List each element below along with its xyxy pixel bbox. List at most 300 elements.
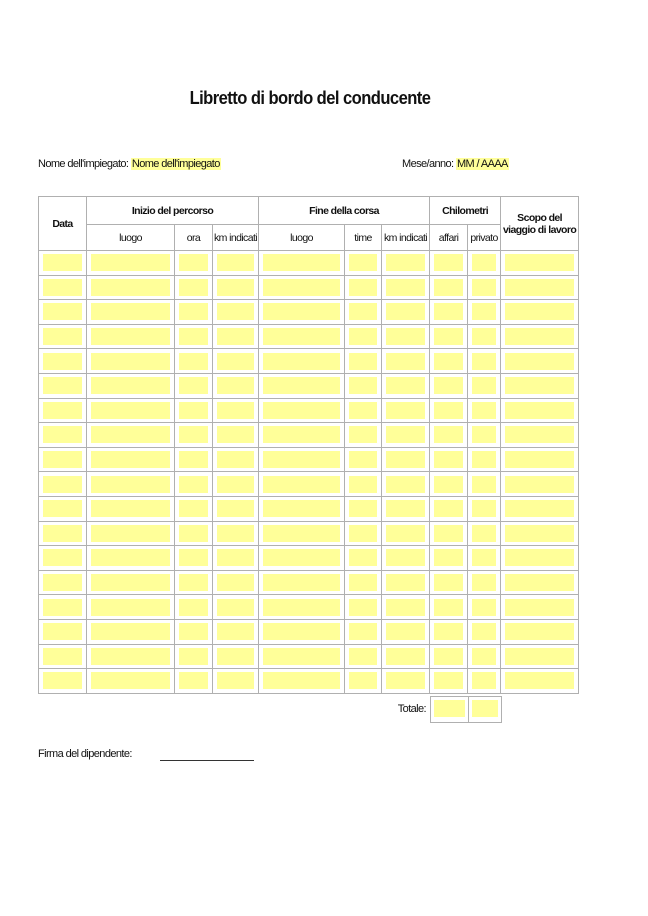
- km-private-field[interactable]: [472, 599, 496, 616]
- km-business-field[interactable]: [434, 648, 463, 665]
- cell-start-place: [87, 644, 175, 669]
- cell-end-place: [259, 570, 345, 595]
- cell-end-km: [382, 496, 430, 521]
- end-time-field[interactable]: [349, 599, 377, 616]
- purpose-field[interactable]: [505, 426, 574, 443]
- cell-start-time: [175, 398, 213, 423]
- cell-start-place: [87, 619, 175, 644]
- km-private-field[interactable]: [472, 254, 496, 271]
- start-km-field[interactable]: [217, 672, 254, 689]
- purpose-field[interactable]: [505, 599, 574, 616]
- end-place-field[interactable]: [263, 402, 340, 419]
- km-business-field[interactable]: [434, 328, 463, 345]
- cell-end-time: [345, 373, 382, 398]
- start-time-field[interactable]: [179, 672, 208, 689]
- start-time-field[interactable]: [179, 254, 208, 271]
- km-private-field[interactable]: [472, 525, 496, 542]
- cell-end-time: [345, 349, 382, 374]
- cell-start-km: [213, 644, 259, 669]
- end-time-field[interactable]: [349, 623, 377, 640]
- table-row: [39, 423, 579, 448]
- cell-purpose: [501, 300, 579, 325]
- end-km-field[interactable]: [386, 451, 425, 468]
- start-place-field[interactable]: [91, 402, 170, 419]
- signature-line[interactable]: [160, 760, 254, 761]
- cell-end-km: [382, 619, 430, 644]
- cell-end-km: [382, 423, 430, 448]
- km-business-field[interactable]: [434, 377, 463, 394]
- km-private-field[interactable]: [472, 574, 496, 591]
- cell-start-place: [87, 669, 175, 694]
- end-time-field[interactable]: [349, 426, 377, 443]
- start-km-field[interactable]: [217, 451, 254, 468]
- end-km-field[interactable]: [386, 303, 425, 320]
- cell-end-time: [345, 300, 382, 325]
- end-km-field[interactable]: [386, 426, 425, 443]
- date-field[interactable]: [43, 426, 82, 443]
- end-place-field[interactable]: [263, 377, 340, 394]
- employee-label: Nome dell'impiegato:: [38, 158, 129, 170]
- start-time-field[interactable]: [179, 451, 208, 468]
- end-km-field[interactable]: [386, 623, 425, 640]
- date-field[interactable]: [43, 328, 82, 345]
- purpose-field[interactable]: [505, 451, 574, 468]
- cell-start-place: [87, 349, 175, 374]
- cell-purpose: [501, 521, 579, 546]
- end-place-field[interactable]: [263, 574, 340, 591]
- purpose-field[interactable]: [505, 254, 574, 271]
- km-business-field[interactable]: [434, 549, 463, 566]
- date-field[interactable]: [43, 525, 82, 542]
- purpose-field[interactable]: [505, 500, 574, 517]
- end-km-field[interactable]: [386, 476, 425, 493]
- end-km-field[interactable]: [386, 574, 425, 591]
- km-private-field[interactable]: [472, 353, 496, 370]
- cell-start-km: [213, 349, 259, 374]
- start-km-field[interactable]: [217, 599, 254, 616]
- start-place-field[interactable]: [91, 328, 170, 345]
- end-time-field[interactable]: [349, 328, 377, 345]
- cell-start-place: [87, 251, 175, 276]
- start-time-field[interactable]: [179, 328, 208, 345]
- date-field[interactable]: [43, 254, 82, 271]
- start-place-field[interactable]: [91, 451, 170, 468]
- start-place-field[interactable]: [91, 377, 170, 394]
- start-place-field[interactable]: [91, 599, 170, 616]
- end-time-field[interactable]: [349, 476, 377, 493]
- table-row: [39, 496, 579, 521]
- end-time-field[interactable]: [349, 353, 377, 370]
- km-business-field[interactable]: [434, 402, 463, 419]
- cell-purpose: [501, 570, 579, 595]
- total-private-cell: [468, 696, 502, 723]
- start-place-field[interactable]: [91, 476, 170, 493]
- cell-start-km: [213, 275, 259, 300]
- period-field[interactable]: MM / AAAA: [456, 158, 508, 170]
- end-place-field[interactable]: [263, 353, 340, 370]
- cell-purpose: [501, 423, 579, 448]
- start-time-field[interactable]: [179, 353, 208, 370]
- start-km-field[interactable]: [217, 623, 254, 640]
- purpose-field[interactable]: [505, 476, 574, 493]
- header-end-group: Fine della corsa: [259, 197, 430, 225]
- cell-end-km: [382, 300, 430, 325]
- start-km-field[interactable]: [217, 402, 254, 419]
- cell-date: [39, 300, 87, 325]
- end-time-field[interactable]: [349, 525, 377, 542]
- table-row: [39, 398, 579, 423]
- end-time-field[interactable]: [349, 500, 377, 517]
- start-place-field[interactable]: [91, 549, 170, 566]
- date-field[interactable]: [43, 377, 82, 394]
- cell-km-business: [430, 373, 468, 398]
- km-private-field[interactable]: [472, 426, 496, 443]
- cell-start-km: [213, 669, 259, 694]
- start-time-field[interactable]: [179, 426, 208, 443]
- start-place-field[interactable]: [91, 254, 170, 271]
- cell-end-time: [345, 251, 382, 276]
- cell-start-time: [175, 472, 213, 497]
- header-data: Data: [39, 197, 87, 251]
- cell-date: [39, 472, 87, 497]
- end-time-field[interactable]: [349, 303, 377, 320]
- cell-end-km: [382, 570, 430, 595]
- km-business-field[interactable]: [434, 672, 463, 689]
- cell-end-time: [345, 570, 382, 595]
- end-place-field[interactable]: [263, 328, 340, 345]
- cell-end-km: [382, 349, 430, 374]
- km-business-field[interactable]: [434, 476, 463, 493]
- km-business-field[interactable]: [434, 525, 463, 542]
- end-km-field[interactable]: [386, 525, 425, 542]
- km-private-field[interactable]: [472, 549, 496, 566]
- cell-start-km: [213, 398, 259, 423]
- start-place-field[interactable]: [91, 574, 170, 591]
- cell-start-time: [175, 595, 213, 620]
- end-place-field[interactable]: [263, 426, 340, 443]
- start-time-field[interactable]: [179, 599, 208, 616]
- cell-date: [39, 251, 87, 276]
- km-private-field[interactable]: [472, 648, 496, 665]
- start-km-field[interactable]: [217, 525, 254, 542]
- start-place-field[interactable]: [91, 303, 170, 320]
- cell-end-time: [345, 496, 382, 521]
- end-time-field[interactable]: [349, 451, 377, 468]
- start-time-field[interactable]: [179, 549, 208, 566]
- cell-km-private: [468, 546, 501, 571]
- start-time-field[interactable]: [179, 377, 208, 394]
- end-time-field[interactable]: [349, 648, 377, 665]
- start-time-field[interactable]: [179, 525, 208, 542]
- cell-end-time: [345, 595, 382, 620]
- cell-end-km: [382, 595, 430, 620]
- cell-start-time: [175, 570, 213, 595]
- date-field[interactable]: [43, 476, 82, 493]
- start-time-field[interactable]: [179, 500, 208, 517]
- cell-end-km: [382, 447, 430, 472]
- km-business-field[interactable]: [434, 599, 463, 616]
- cell-start-place: [87, 373, 175, 398]
- cell-start-km: [213, 472, 259, 497]
- cell-end-place: [259, 595, 345, 620]
- cell-end-km: [382, 324, 430, 349]
- end-place-field[interactable]: [263, 672, 340, 689]
- purpose-field[interactable]: [505, 402, 574, 419]
- end-time-field[interactable]: [349, 672, 377, 689]
- end-place-field[interactable]: [263, 303, 340, 320]
- cell-end-time: [345, 398, 382, 423]
- cell-start-km: [213, 521, 259, 546]
- cell-end-time: [345, 472, 382, 497]
- start-km-field[interactable]: [217, 254, 254, 271]
- start-km-field[interactable]: [217, 279, 254, 296]
- cell-end-time: [345, 644, 382, 669]
- date-field[interactable]: [43, 353, 82, 370]
- cell-km-private: [468, 398, 501, 423]
- cell-start-place: [87, 447, 175, 472]
- end-km-field[interactable]: [386, 254, 425, 271]
- start-km-field[interactable]: [217, 353, 254, 370]
- purpose-field[interactable]: [505, 525, 574, 542]
- cell-start-km: [213, 447, 259, 472]
- km-private-field[interactable]: [472, 476, 496, 493]
- cell-date: [39, 570, 87, 595]
- cell-km-business: [430, 496, 468, 521]
- purpose-field[interactable]: [505, 672, 574, 689]
- cell-end-place: [259, 300, 345, 325]
- km-private-field[interactable]: [472, 279, 496, 296]
- end-time-field[interactable]: [349, 377, 377, 394]
- start-time-field[interactable]: [179, 279, 208, 296]
- subheader-km-business: affari: [430, 225, 468, 251]
- table-row: [39, 595, 579, 620]
- cell-purpose: [501, 275, 579, 300]
- date-field[interactable]: [43, 500, 82, 517]
- start-km-field[interactable]: [217, 549, 254, 566]
- start-place-field[interactable]: [91, 500, 170, 517]
- cell-end-place: [259, 275, 345, 300]
- cell-end-km: [382, 669, 430, 694]
- cell-end-time: [345, 521, 382, 546]
- end-time-field[interactable]: [349, 402, 377, 419]
- cell-end-place: [259, 251, 345, 276]
- km-business-field[interactable]: [434, 303, 463, 320]
- cell-date: [39, 398, 87, 423]
- start-place-field[interactable]: [91, 353, 170, 370]
- purpose-field[interactable]: [505, 549, 574, 566]
- purpose-field[interactable]: [505, 623, 574, 640]
- start-km-field[interactable]: [217, 648, 254, 665]
- start-time-field[interactable]: [179, 476, 208, 493]
- start-place-field[interactable]: [91, 672, 170, 689]
- table-row: [39, 373, 579, 398]
- total-private-field[interactable]: [472, 700, 498, 717]
- end-time-field[interactable]: [349, 549, 377, 566]
- km-private-field[interactable]: [472, 500, 496, 517]
- end-time-field[interactable]: [349, 574, 377, 591]
- km-business-field[interactable]: [434, 623, 463, 640]
- start-km-field[interactable]: [217, 377, 254, 394]
- date-field[interactable]: [43, 599, 82, 616]
- start-place-field[interactable]: [91, 623, 170, 640]
- cell-start-time: [175, 275, 213, 300]
- cell-km-business: [430, 398, 468, 423]
- start-place-field[interactable]: [91, 648, 170, 665]
- purpose-field[interactable]: [505, 574, 574, 591]
- start-time-field[interactable]: [179, 303, 208, 320]
- cell-start-time: [175, 373, 213, 398]
- cell-km-business: [430, 669, 468, 694]
- km-business-field[interactable]: [434, 254, 463, 271]
- start-place-field[interactable]: [91, 426, 170, 443]
- cell-end-place: [259, 349, 345, 374]
- cell-start-time: [175, 447, 213, 472]
- purpose-field[interactable]: [505, 648, 574, 665]
- end-km-field[interactable]: [386, 377, 425, 394]
- km-private-field[interactable]: [472, 623, 496, 640]
- start-km-field[interactable]: [217, 303, 254, 320]
- header-purpose: Scopo del viaggio di lavoro: [501, 197, 579, 251]
- cell-km-business: [430, 644, 468, 669]
- date-field[interactable]: [43, 574, 82, 591]
- cell-start-km: [213, 570, 259, 595]
- end-place-field[interactable]: [263, 599, 340, 616]
- purpose-field[interactable]: [505, 353, 574, 370]
- start-time-field[interactable]: [179, 648, 208, 665]
- date-field[interactable]: [43, 279, 82, 296]
- end-time-field[interactable]: [349, 254, 377, 271]
- end-km-field[interactable]: [386, 353, 425, 370]
- cell-end-km: [382, 644, 430, 669]
- cell-purpose: [501, 447, 579, 472]
- total-business-field[interactable]: [434, 700, 465, 717]
- cell-end-km: [382, 472, 430, 497]
- end-km-field[interactable]: [386, 648, 425, 665]
- end-place-field[interactable]: [263, 648, 340, 665]
- cell-purpose: [501, 546, 579, 571]
- table-row: [39, 546, 579, 571]
- purpose-field[interactable]: [505, 279, 574, 296]
- table-row: [39, 447, 579, 472]
- cell-purpose: [501, 398, 579, 423]
- start-km-field[interactable]: [217, 328, 254, 345]
- table-row: [39, 472, 579, 497]
- end-km-field[interactable]: [386, 672, 425, 689]
- cell-end-km: [382, 275, 430, 300]
- start-time-field[interactable]: [179, 623, 208, 640]
- end-km-field[interactable]: [386, 402, 425, 419]
- date-field[interactable]: [43, 549, 82, 566]
- end-place-field[interactable]: [263, 279, 340, 296]
- cell-date: [39, 619, 87, 644]
- cell-start-place: [87, 300, 175, 325]
- start-km-field[interactable]: [217, 500, 254, 517]
- end-place-field[interactable]: [263, 451, 340, 468]
- start-time-field[interactable]: [179, 402, 208, 419]
- cell-date: [39, 644, 87, 669]
- table-row: [39, 669, 579, 694]
- date-field[interactable]: [43, 451, 82, 468]
- employee-name-field[interactable]: Nome dell'impiegato: [131, 158, 220, 170]
- date-field[interactable]: [43, 672, 82, 689]
- date-field[interactable]: [43, 648, 82, 665]
- end-km-field[interactable]: [386, 328, 425, 345]
- purpose-field[interactable]: [505, 377, 574, 394]
- subheader-end-time: time: [345, 225, 382, 251]
- cell-km-business: [430, 570, 468, 595]
- km-private-field[interactable]: [472, 402, 496, 419]
- end-place-field[interactable]: [263, 254, 340, 271]
- km-business-field[interactable]: [434, 279, 463, 296]
- cell-km-private: [468, 472, 501, 497]
- end-place-field[interactable]: [263, 549, 340, 566]
- km-private-field[interactable]: [472, 377, 496, 394]
- table-row: [39, 300, 579, 325]
- end-time-field[interactable]: [349, 279, 377, 296]
- cell-km-private: [468, 595, 501, 620]
- start-km-field[interactable]: [217, 476, 254, 493]
- cell-end-km: [382, 521, 430, 546]
- start-km-field[interactable]: [217, 574, 254, 591]
- cell-km-private: [468, 669, 501, 694]
- km-business-field[interactable]: [434, 574, 463, 591]
- start-km-field[interactable]: [217, 426, 254, 443]
- end-km-field[interactable]: [386, 279, 425, 296]
- cell-start-place: [87, 423, 175, 448]
- subheader-start-time: ora: [175, 225, 213, 251]
- start-place-field[interactable]: [91, 525, 170, 542]
- km-business-field[interactable]: [434, 500, 463, 517]
- employee-info: [38, 158, 221, 170]
- cell-end-place: [259, 521, 345, 546]
- km-business-field[interactable]: [434, 426, 463, 443]
- cell-km-business: [430, 472, 468, 497]
- end-place-field[interactable]: [263, 500, 340, 517]
- cell-end-place: [259, 373, 345, 398]
- cell-end-time: [345, 275, 382, 300]
- date-field[interactable]: [43, 303, 82, 320]
- km-private-field[interactable]: [472, 328, 496, 345]
- cell-km-private: [468, 349, 501, 374]
- cell-end-time: [345, 669, 382, 694]
- cell-start-km: [213, 546, 259, 571]
- km-private-field[interactable]: [472, 451, 496, 468]
- period-label: Mese/anno:: [402, 158, 454, 170]
- end-place-field[interactable]: [263, 525, 340, 542]
- cell-end-place: [259, 669, 345, 694]
- subheader-end-place: luogo: [259, 225, 345, 251]
- start-time-field[interactable]: [179, 574, 208, 591]
- km-business-field[interactable]: [434, 451, 463, 468]
- date-field[interactable]: [43, 402, 82, 419]
- cell-km-private: [468, 496, 501, 521]
- km-private-field[interactable]: [472, 303, 496, 320]
- km-private-field[interactable]: [472, 672, 496, 689]
- km-business-field[interactable]: [434, 353, 463, 370]
- date-field[interactable]: [43, 623, 82, 640]
- end-km-field[interactable]: [386, 599, 425, 616]
- end-km-field[interactable]: [386, 549, 425, 566]
- end-place-field[interactable]: [263, 623, 340, 640]
- subheader-km-private: privato: [468, 225, 501, 251]
- cell-km-business: [430, 619, 468, 644]
- end-km-field[interactable]: [386, 500, 425, 517]
- start-place-field[interactable]: [91, 279, 170, 296]
- end-place-field[interactable]: [263, 476, 340, 493]
- purpose-field[interactable]: [505, 303, 574, 320]
- cell-end-time: [345, 546, 382, 571]
- purpose-field[interactable]: [505, 328, 574, 345]
